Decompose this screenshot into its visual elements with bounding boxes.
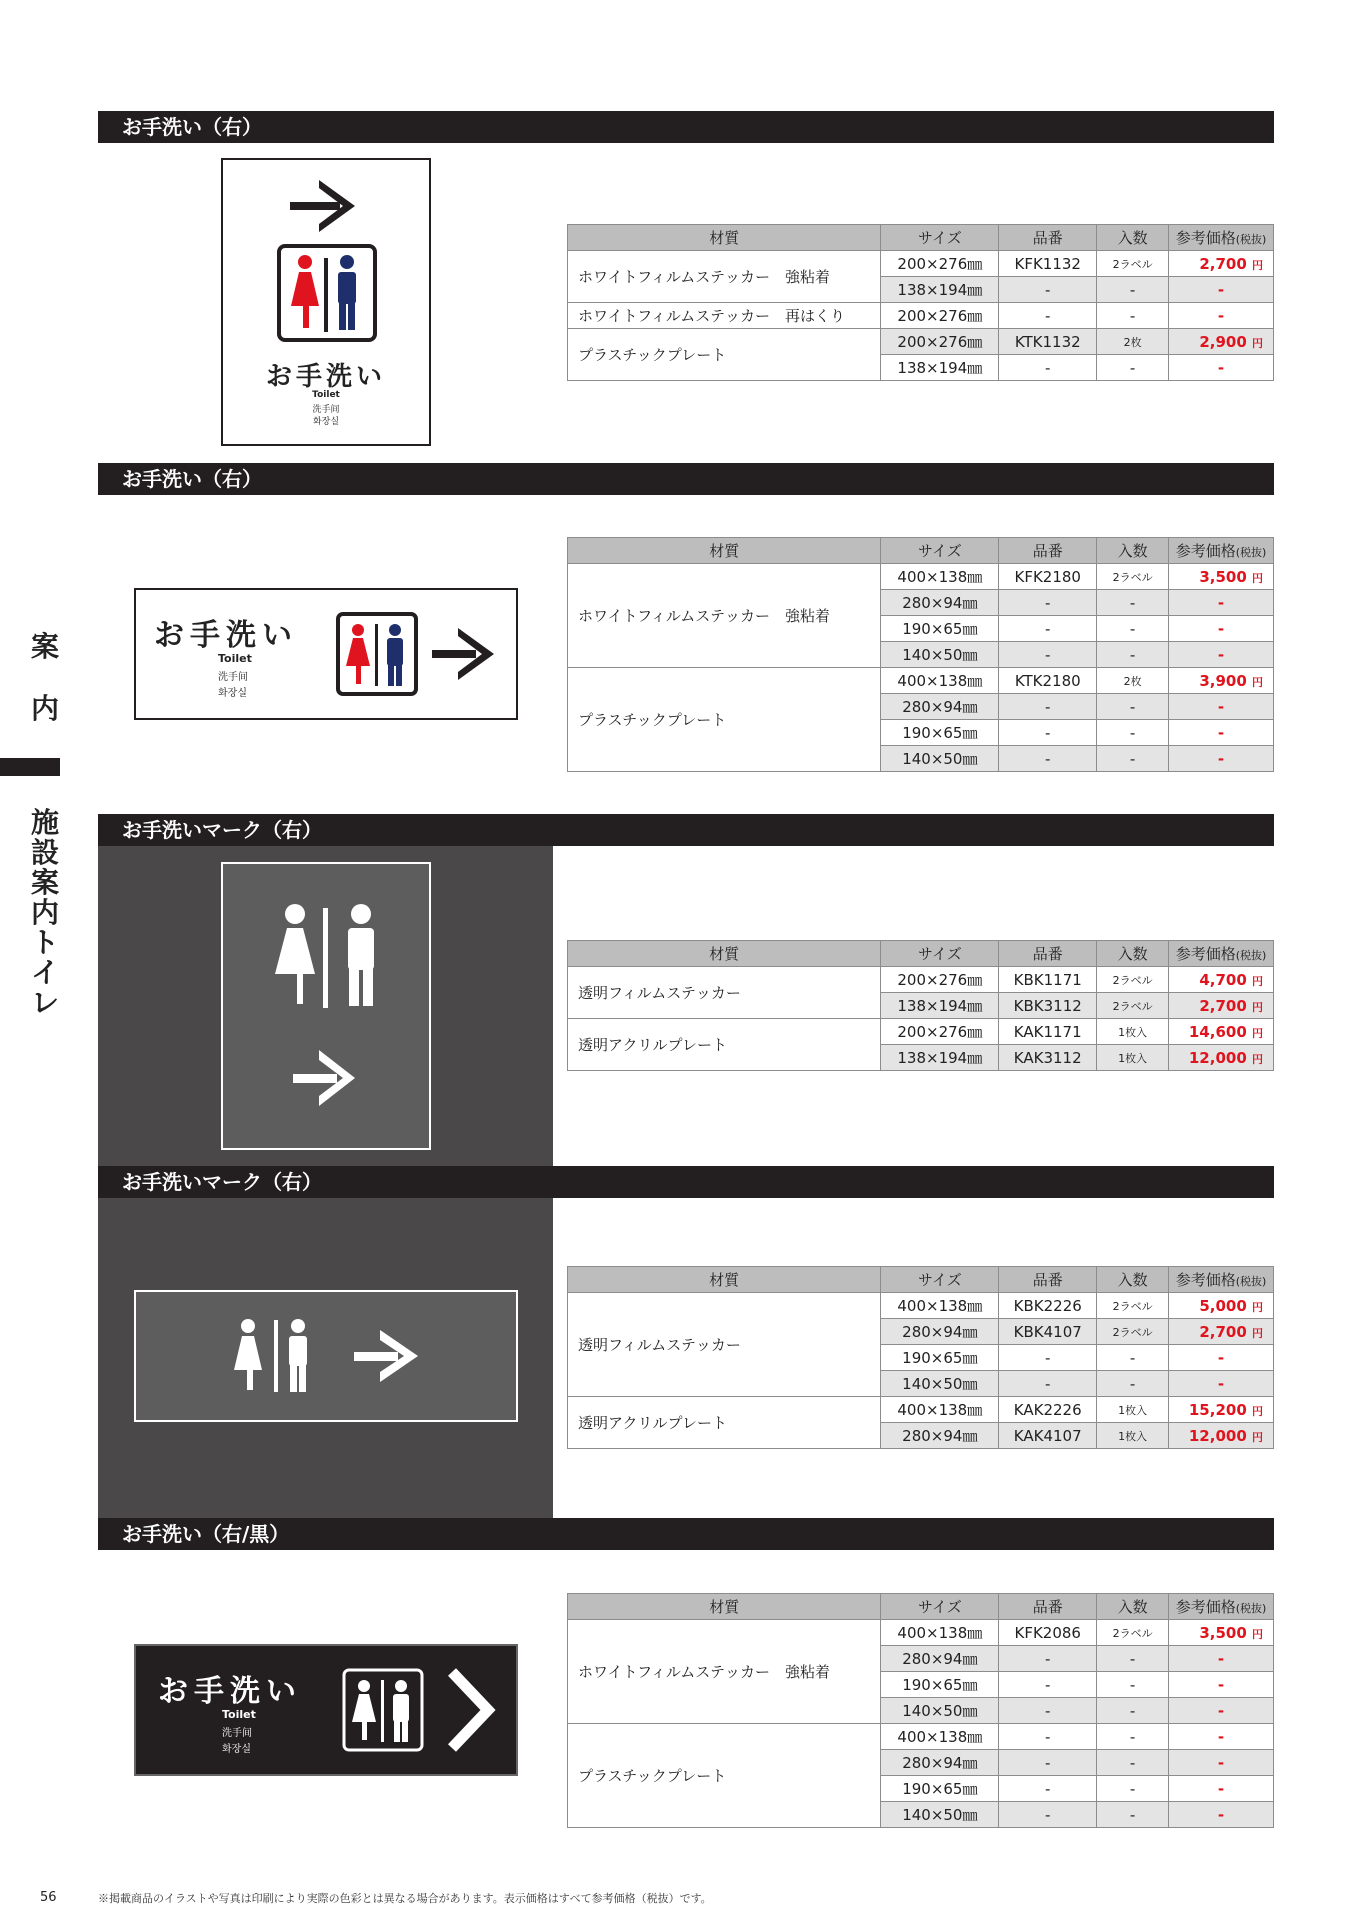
table-cell: - <box>1169 1672 1274 1698</box>
table-cell: 14,600 円 <box>1169 1019 1274 1045</box>
col-size: サイズ <box>881 225 999 251</box>
side-label-top-2: 内 <box>30 692 59 725</box>
table-cell: 2ラベル <box>1097 1293 1169 1319</box>
table-header-cell: 材質 <box>568 538 881 564</box>
table-cell: - <box>999 303 1097 329</box>
table-header-cell: 入数 <box>1097 1594 1169 1620</box>
table-cell: 400×138㎜ <box>881 1397 999 1423</box>
table-cell: 2枚 <box>1097 668 1169 694</box>
section-title-5: お手洗い（右/黒） <box>98 1518 1274 1550</box>
table-cell: KTK1132 <box>999 329 1097 355</box>
sign-ko: 화장실 <box>218 688 247 699</box>
table-cell: 3,500 円 <box>1169 564 1274 590</box>
table-cell: KAK4107 <box>999 1423 1097 1449</box>
table-cell: - <box>1097 1646 1169 1672</box>
male-icon <box>393 1680 409 1742</box>
table-cell: 5,000 円 <box>1169 1293 1274 1319</box>
pictogram-sign <box>340 1666 510 1756</box>
table-header-cell: 品番 <box>999 1267 1097 1293</box>
table-cell: 2ラベル <box>1097 564 1169 590</box>
table-cell: - <box>1169 1345 1274 1371</box>
section-title-1: お手洗い（右） <box>98 111 1274 143</box>
table-cell: 138×194㎜ <box>881 277 999 303</box>
table-cell: 1枚入 <box>1097 1397 1169 1423</box>
table-cell: - <box>1097 1672 1169 1698</box>
spec-table-1 <box>567 224 1274 381</box>
material-cell: プラスチックプレート <box>568 1724 881 1828</box>
table-cell: 3,500 円 <box>1169 1620 1274 1646</box>
table-header-cell: 材質 <box>568 1267 881 1293</box>
table-cell: 2,700 円 <box>1169 251 1274 277</box>
table-header-cell: 品番 <box>999 941 1097 967</box>
table-cell: 190×65㎜ <box>881 720 999 746</box>
table-cell: - <box>1169 616 1274 642</box>
table-cell: KAK3112 <box>999 1045 1097 1071</box>
table-cell: - <box>999 1802 1097 1828</box>
sign-title: お手洗い <box>154 618 298 653</box>
spec-table-2 <box>567 537 1274 772</box>
table-cell: 400×138㎜ <box>881 564 999 590</box>
table-cell: - <box>1169 642 1274 668</box>
table-header-cell: 参考価格(税抜) <box>1169 1594 1274 1620</box>
table-cell: 2,700 円 <box>1169 1319 1274 1345</box>
sign-en: Toilet <box>312 390 340 400</box>
table-cell: KFK1132 <box>999 251 1097 277</box>
table-cell: 200×276㎜ <box>881 1019 999 1045</box>
table-cell: 280×94㎜ <box>881 590 999 616</box>
table-header-cell: 入数 <box>1097 538 1169 564</box>
table-cell: 140×50㎜ <box>881 1371 999 1397</box>
table-cell: - <box>999 642 1097 668</box>
table-cell: KFK2086 <box>999 1620 1097 1646</box>
table-cell: 2ラベル <box>1097 967 1169 993</box>
table-header-cell: 参考価格(税抜) <box>1169 941 1274 967</box>
table-header-cell: 参考価格(税抜) <box>1169 1267 1274 1293</box>
sign-image <box>134 1290 518 1422</box>
material-cell: ホワイトフィルムステッカー 強粘着 <box>568 564 881 668</box>
table-cell: - <box>999 616 1097 642</box>
table-cell: - <box>1169 1776 1274 1802</box>
female-icon <box>346 624 370 684</box>
table-cell: - <box>1097 720 1169 746</box>
male-icon <box>348 904 374 1006</box>
table-cell: 15,200 円 <box>1169 1397 1274 1423</box>
table-cell: - <box>999 1371 1097 1397</box>
table-cell: 200×276㎜ <box>881 329 999 355</box>
table-cell: - <box>1097 1345 1169 1371</box>
table-cell: - <box>1097 1776 1169 1802</box>
section-title-2: お手洗い（右） <box>98 463 1274 495</box>
male-icon <box>338 255 356 330</box>
table-cell: - <box>1097 1371 1169 1397</box>
table-cell: 1枚入 <box>1097 1019 1169 1045</box>
table-cell: - <box>1097 746 1169 772</box>
table-cell: 138×194㎜ <box>881 1045 999 1071</box>
table-cell: - <box>1169 277 1274 303</box>
table-cell: 2,900 円 <box>1169 329 1274 355</box>
sign-title: お手洗い <box>158 1674 302 1709</box>
table-cell: - <box>1169 1371 1274 1397</box>
sign-image <box>134 1644 518 1776</box>
side-label-bottom: 施設案内 トイレ <box>30 806 59 1019</box>
table-cell: 280×94㎜ <box>881 1646 999 1672</box>
table-cell: - <box>1097 1750 1169 1776</box>
male-icon <box>289 1319 307 1392</box>
table-cell: - <box>999 1776 1097 1802</box>
sign-title: お手洗い <box>265 362 386 392</box>
material-cell: 透明アクリルプレート <box>568 1397 881 1449</box>
spec-table-5 <box>567 1593 1274 1828</box>
table-cell: 3,900 円 <box>1169 668 1274 694</box>
table-cell: - <box>1169 355 1274 381</box>
table-header-cell: 材質 <box>568 941 881 967</box>
material-cell: ホワイトフィルムステッカー 強粘着 <box>568 1620 881 1724</box>
table-cell: - <box>999 1646 1097 1672</box>
table-cell: 280×94㎜ <box>881 694 999 720</box>
table-cell: - <box>999 720 1097 746</box>
table-header-cell: 品番 <box>999 1594 1097 1620</box>
table-cell: 190×65㎜ <box>881 1776 999 1802</box>
table-cell: 1枚入 <box>1097 1045 1169 1071</box>
table-cell: - <box>999 277 1097 303</box>
table-cell: - <box>999 1698 1097 1724</box>
spec-table-3 <box>567 940 1274 1071</box>
table-cell: - <box>999 1672 1097 1698</box>
sign-ko: 화장실 <box>312 417 340 427</box>
table-cell: 2ラベル <box>1097 993 1169 1019</box>
female-icon <box>275 904 315 1004</box>
col-price: 参考価格(税抜) <box>1169 225 1274 251</box>
table-cell: 280×94㎜ <box>881 1750 999 1776</box>
table-header-cell: サイズ <box>881 1594 999 1620</box>
section-title-3: お手洗いマーク（右） <box>98 814 1274 846</box>
table-cell: - <box>1097 355 1169 381</box>
table-cell: KBK1171 <box>999 967 1097 993</box>
table-cell: - <box>1169 720 1274 746</box>
material-cell: 透明フィルムステッカー <box>568 967 881 1019</box>
table-cell: - <box>1169 1698 1274 1724</box>
arrow-right-icon <box>290 180 355 232</box>
table-header-cell: 参考価格(税抜) <box>1169 538 1274 564</box>
sign-zh: 洗手间 <box>218 672 248 683</box>
table-cell: 200×276㎜ <box>881 967 999 993</box>
material-cell: プラスチックプレート <box>568 329 881 381</box>
col-qty: 入数 <box>1097 225 1169 251</box>
side-divider <box>0 758 60 776</box>
female-icon <box>352 1680 376 1740</box>
table-cell: 190×65㎜ <box>881 1345 999 1371</box>
female-icon <box>291 255 319 328</box>
section-title-4: お手洗いマーク（右） <box>98 1166 1274 1198</box>
arrow-right-icon <box>354 1330 418 1382</box>
table-cell: 200×276㎜ <box>881 251 999 277</box>
table-cell: 1枚入 <box>1097 1423 1169 1449</box>
sign-ko: 화장실 <box>222 1744 251 1755</box>
spec-table-4 <box>567 1266 1274 1449</box>
table-cell: - <box>1097 642 1169 668</box>
table-cell: - <box>1097 1802 1169 1828</box>
table-cell: - <box>1169 1724 1274 1750</box>
table-cell: 2ラベル <box>1097 251 1169 277</box>
material-cell: 透明アクリルプレート <box>568 1019 881 1071</box>
material-cell: プラスチックプレート <box>568 668 881 772</box>
table-cell: 280×94㎜ <box>881 1319 999 1345</box>
table-cell: 200×276㎜ <box>881 303 999 329</box>
pictogram-sign <box>223 864 429 1148</box>
table-header-cell: 品番 <box>999 538 1097 564</box>
sign-en: Toilet <box>218 652 252 665</box>
table-header-cell: 材質 <box>568 1594 881 1620</box>
page-number: 56 <box>40 1890 57 1905</box>
table-cell: - <box>1169 303 1274 329</box>
sign-image <box>221 158 431 446</box>
table-cell: 2ラベル <box>1097 1620 1169 1646</box>
table-cell: - <box>999 694 1097 720</box>
table-cell: 2,700 円 <box>1169 993 1274 1019</box>
table-cell: 140×50㎜ <box>881 746 999 772</box>
table-cell: 280×94㎜ <box>881 1423 999 1449</box>
table-cell: KAK2226 <box>999 1397 1097 1423</box>
table-cell: - <box>999 746 1097 772</box>
table-cell: 400×138㎜ <box>881 1293 999 1319</box>
table-cell: - <box>1097 1724 1169 1750</box>
table-cell: 2枚 <box>1097 329 1169 355</box>
sign-zh: 洗手间 <box>222 1728 252 1739</box>
table-cell: - <box>1169 1646 1274 1672</box>
table-header-cell: サイズ <box>881 941 999 967</box>
arrow-right-icon <box>432 628 494 680</box>
table-cell: 4,700 円 <box>1169 967 1274 993</box>
table-cell: - <box>1097 694 1169 720</box>
table-cell: 400×138㎜ <box>881 1724 999 1750</box>
table-cell: - <box>1169 1802 1274 1828</box>
table-cell: 400×138㎜ <box>881 1620 999 1646</box>
table-cell: - <box>1169 746 1274 772</box>
table-cell: - <box>1169 590 1274 616</box>
pictogram-sign <box>136 1292 516 1420</box>
pictogram-sign <box>334 610 504 700</box>
material-cell: ホワイトフィルムステッカー 再はくり <box>568 303 881 329</box>
table-cell: KFK2180 <box>999 564 1097 590</box>
table-cell: 400×138㎜ <box>881 668 999 694</box>
table-cell: KBK4107 <box>999 1319 1097 1345</box>
table-cell: - <box>1097 1698 1169 1724</box>
table-cell: - <box>1169 694 1274 720</box>
table-cell: 138×194㎜ <box>881 355 999 381</box>
arrow-right-icon <box>293 1050 355 1106</box>
male-icon <box>387 624 403 686</box>
col-code: 品番 <box>999 225 1097 251</box>
table-cell: 2ラベル <box>1097 1319 1169 1345</box>
table-cell: 190×65㎜ <box>881 616 999 642</box>
sign-en: Toilet <box>222 1708 256 1721</box>
table-cell: KBK3112 <box>999 993 1097 1019</box>
table-cell: - <box>999 590 1097 616</box>
table-header-cell: サイズ <box>881 1267 999 1293</box>
table-cell: - <box>999 355 1097 381</box>
table-cell: 140×50㎜ <box>881 1698 999 1724</box>
col-material: 材質 <box>568 225 881 251</box>
table-header-cell: 入数 <box>1097 1267 1169 1293</box>
table-cell: - <box>999 1724 1097 1750</box>
table-cell: - <box>1097 616 1169 642</box>
table-header-cell: サイズ <box>881 538 999 564</box>
table-cell: 140×50㎜ <box>881 642 999 668</box>
female-icon <box>234 1319 262 1390</box>
sign-zh: 洗手间 <box>312 405 340 415</box>
table-cell: - <box>1097 590 1169 616</box>
chevron-right-icon <box>452 1672 488 1748</box>
table-cell: - <box>999 1750 1097 1776</box>
table-cell: KTK2180 <box>999 668 1097 694</box>
table-cell: - <box>1169 1750 1274 1776</box>
table-cell: 140×50㎜ <box>881 1802 999 1828</box>
table-cell: 12,000 円 <box>1169 1423 1274 1449</box>
table-cell: KAK1171 <box>999 1019 1097 1045</box>
material-cell: 透明フィルムステッカー <box>568 1293 881 1397</box>
footer-note: ※掲載商品のイラストや写真は印刷により実際の色彩とは異なる場合があります。表示価格はすべて参考価格（税抜）です。 <box>98 1892 712 1905</box>
table-cell: - <box>1097 303 1169 329</box>
material-cell: ホワイトフィルムステッカー 強粘着 <box>568 251 881 303</box>
table-cell: 138×194㎜ <box>881 993 999 1019</box>
table-cell: 12,000 円 <box>1169 1045 1274 1071</box>
table-cell: - <box>1097 277 1169 303</box>
table-header-cell: 入数 <box>1097 941 1169 967</box>
table-cell: 190×65㎜ <box>881 1672 999 1698</box>
sign-image <box>221 862 431 1150</box>
side-label-top-1: 案 <box>30 630 59 663</box>
table-cell: - <box>999 1345 1097 1371</box>
table-cell: KBK2226 <box>999 1293 1097 1319</box>
sign-image <box>134 588 518 720</box>
